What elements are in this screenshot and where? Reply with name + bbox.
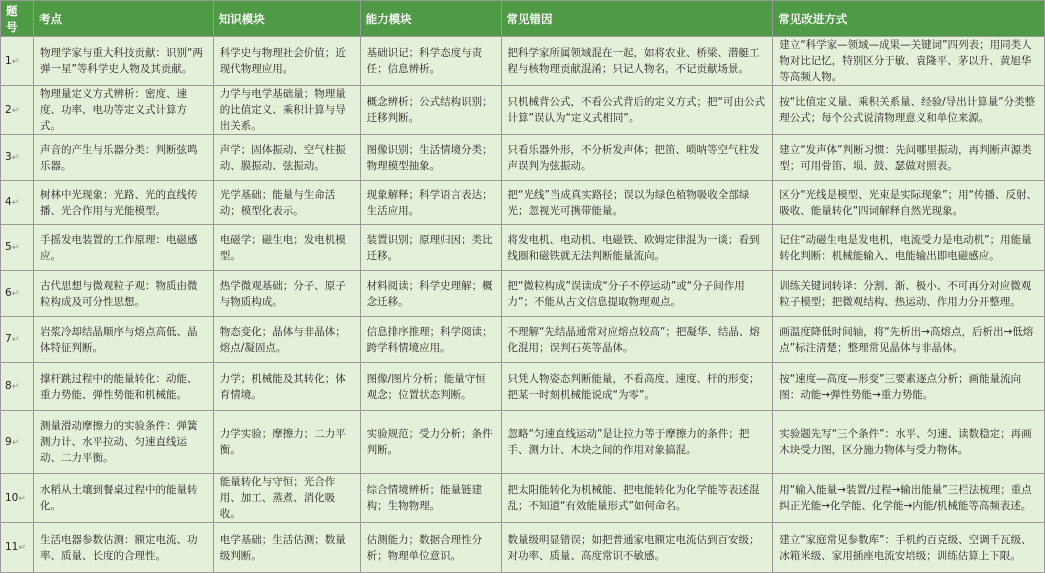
cell-ability: 现象解释；科学语言表达；生活应用。 bbox=[360, 181, 501, 225]
header-index: 题号 bbox=[1, 1, 34, 37]
table-row bbox=[1, 225, 1045, 271]
cell-improve: 用“输入能量→装置/过程→输出能量”三栏法梳理；重点纠正光能→化学能、化学能→内能/机械能等高频表述。 bbox=[773, 474, 1045, 523]
cell-error: 把太阳能转化为机械能、把电能转化为化学能等表述混乱；不知道“有效能量形式”如何命名。 bbox=[501, 474, 773, 523]
cell-error: 忽略“匀速直线运动”是让拉力等于摩擦力的条件；把手、测力计、木块之间的作用对象搞混。 bbox=[501, 411, 773, 474]
table-row bbox=[1, 37, 1045, 86]
header-improve: 常见改进方式 bbox=[773, 1, 1045, 37]
row-index: 8↵ bbox=[1, 363, 34, 411]
row-index: 10↵ bbox=[1, 474, 34, 523]
cell-knowledge: 声学；固体振动、空气柱振动、膜振动、弦振动。 bbox=[213, 135, 360, 181]
header-row bbox=[1, 1, 1045, 37]
cell-improve: 按“比值定义量、乘积关系量、经验/导出计算量”分类整理公式；每个公式说清物理意义和单位来源。 bbox=[773, 86, 1045, 135]
cell-error: 只看乐器外形，不分析发声体；把笛、唢呐等空气柱发声误判为弦振动。 bbox=[501, 135, 773, 181]
cell-improve: 按“速度—高度—形变”三要素逐点分析；画能量流向图：动能→弹性势能→重力势能。 bbox=[773, 363, 1045, 411]
row-index: 11↵ bbox=[1, 523, 34, 573]
cell-improve: 建立“发声体”判断习惯：先问哪里振动，再判断声源类型；可用骨笛、埙、鼓、瑟做对照表。 bbox=[773, 135, 1045, 181]
cell-improve: 区分“光线是模型、光束是实际现象”；用“传播、反射、吸收、能量转化”四词解释自然光现象。 bbox=[773, 181, 1045, 225]
cell-knowledge: 力学实验；摩擦力；二力平衡。 bbox=[213, 411, 360, 474]
cell-improve: 记住“动磁生电是发电机，电流受力是电动机”；用能量转化判断：机械能输入、电能输出即电磁感应。 bbox=[773, 225, 1045, 271]
cell-improve: 建立“家庭常见参数库”：手机约百克级、空调千瓦级、冰箱米级、家用插座电流安培级；训练估算上下限。 bbox=[773, 523, 1045, 573]
cell-ability: 综合情境辨析；能量链建构；生物物理。 bbox=[360, 474, 501, 523]
cell-knowledge: 力学；机械能及其转化；体育情境。 bbox=[213, 363, 360, 411]
return-mark-icon: ↵ bbox=[18, 543, 26, 553]
cell-improve: 建立“科学家—领域—成果—关键词”四列表；用同类人物对比记忆，特别区分于敏、袁隆平、茅以升、黄旭华等高频人物。 bbox=[773, 37, 1045, 86]
cell-point: 撑杆跳过程中的能量转化：动能、重力势能、弹性势能和机械能。 bbox=[33, 363, 213, 411]
table-row bbox=[1, 474, 1045, 523]
cell-ability: 装置识别；原理归因；类比迁移。 bbox=[360, 225, 501, 271]
table-row bbox=[1, 181, 1045, 225]
cell-ability: 图像/图片分析；能量守恒观念；位置状态判断。 bbox=[360, 363, 501, 411]
cell-knowledge: 物态变化；晶体与非晶体；熔点/凝固点。 bbox=[213, 317, 360, 363]
cell-point: 测量滑动摩擦力的实验条件：弹簧测力计、水平拉动、匀速直线运动、二力平衡。 bbox=[33, 411, 213, 474]
cell-point: 手摇发电装置的工作原理：电磁感应。 bbox=[33, 225, 213, 271]
cell-knowledge: 电学基础；生活估测；数量级判断。 bbox=[213, 523, 360, 573]
return-mark-icon: ↵ bbox=[11, 243, 20, 253]
header-error: 常见错因 bbox=[501, 1, 773, 37]
cell-point: 树林中光现象：光路、光的直线传播、光合作用与光能模型。 bbox=[33, 181, 213, 225]
row-index: 3↵ bbox=[1, 135, 34, 181]
cell-knowledge: 热学微观基础；分子、原子与物质构成。 bbox=[213, 271, 360, 317]
cell-ability: 实验规范；受力分析；条件判断。 bbox=[360, 411, 501, 474]
table-row bbox=[1, 135, 1045, 181]
row-index: 6↵ bbox=[1, 271, 34, 317]
cell-error: 不理解“先结晶通常对应熔点较高”；把凝华、结晶、熔化混用；误判石英等晶体。 bbox=[501, 317, 773, 363]
cell-error: 把“光线”当成真实路径；误以为绿色植物吸收全部绿光；忽视光可携带能量。 bbox=[501, 181, 773, 225]
cell-knowledge: 能量转化与守恒；光合作用、加工、蒸煮、消化吸收。 bbox=[213, 474, 360, 523]
table-row bbox=[1, 86, 1045, 135]
row-index: 9↵ bbox=[1, 411, 34, 474]
table-row bbox=[1, 271, 1045, 317]
cell-knowledge: 电磁学；磁生电；发电机模型。 bbox=[213, 225, 360, 271]
return-mark-icon: ↵ bbox=[11, 382, 20, 392]
table-row bbox=[1, 411, 1045, 474]
return-mark-icon: ↵ bbox=[11, 56, 20, 67]
table-row bbox=[1, 317, 1045, 363]
cell-improve: 训练关键词转译：分割、渐、极小、不可再分对应微观粒子模型；把微观结构、热运动、作用力分开整理。 bbox=[773, 271, 1045, 317]
cell-error: 只凭人物姿态判断能量，不看高度、速度、杆的形变；把某一时刻机械能说成“为零”。 bbox=[501, 363, 773, 411]
return-mark-icon: ↵ bbox=[11, 105, 20, 116]
return-mark-icon: ↵ bbox=[11, 198, 20, 208]
table-row bbox=[1, 363, 1045, 411]
row-index: 5↵ bbox=[1, 225, 34, 271]
cell-ability: 概念辨析；公式结构识别；迁移判断。 bbox=[360, 86, 501, 135]
return-mark-icon: ↵ bbox=[11, 335, 20, 345]
row-index: 4↵ bbox=[1, 181, 34, 225]
cell-point: 古代思想与微观粒子观：物质由微粒构成及可分性思想。 bbox=[33, 271, 213, 317]
cell-error: 将发电机、电动机、电磁铁、欧姆定律混为一谈；看到线圈和磁铁就无法判断能量流向。 bbox=[501, 225, 773, 271]
return-mark-icon: ↵ bbox=[11, 437, 20, 448]
cell-point: 物理量定义方式辨析：密度、速度、功率、电功等定义式计算方式。 bbox=[33, 86, 213, 135]
cell-point: 岩浆冷却结晶顺序与熔点高低、晶体特征判断。 bbox=[33, 317, 213, 363]
cell-ability: 图像识别；生活情境分类；物理模型抽象。 bbox=[360, 135, 501, 181]
return-mark-icon: ↵ bbox=[18, 493, 26, 504]
cell-point: 物理学家与重大科技贡献：识别“两弹一星”等科学史人物及其贡献。 bbox=[33, 37, 213, 86]
table-row bbox=[1, 523, 1045, 573]
header-point: 考点 bbox=[33, 1, 213, 37]
header-ability: 能力模块 bbox=[360, 1, 501, 37]
cell-point: 水稻从土壤到餐桌过程中的能量转化。 bbox=[33, 474, 213, 523]
cell-knowledge: 力学与电学基础量；物理量的比值定义、乘积计算与导出关系。 bbox=[213, 86, 360, 135]
return-mark-icon: ↵ bbox=[11, 153, 20, 163]
cell-ability: 估测能力；数据合理性分析；物理单位意识。 bbox=[360, 523, 501, 573]
return-mark-icon: ↵ bbox=[11, 289, 20, 299]
row-index: 7↵ bbox=[1, 317, 34, 363]
header-knowledge: 知识模块 bbox=[213, 1, 360, 37]
cell-error: 只机械背公式，不看公式背后的定义方式；把“可由公式计算”误认为“定义式相同”。 bbox=[501, 86, 773, 135]
cell-ability: 信息排序推理；科学阅读；跨学科情境应用。 bbox=[360, 317, 501, 363]
cell-knowledge: 光学基础；能量与生命活动；模型化表示。 bbox=[213, 181, 360, 225]
cell-point: 生活电器参数估测：额定电流、功率、质量、长度的合理性。 bbox=[33, 523, 213, 573]
row-index: 1↵ bbox=[1, 37, 34, 86]
cell-error: 把科学家所属领域混在一起，如将农业、桥梁、潜艇工程与核物理贡献混淆；只记人物名，不记贡献场景。 bbox=[501, 37, 773, 86]
cell-error: 把“微粒构成”误读成“分子不停运动”或“分子间作用力”；不能从古文信息提取物理观点。 bbox=[501, 271, 773, 317]
row-index: 2↵ bbox=[1, 86, 34, 135]
cell-knowledge: 科学史与物理社会价值；近现代物理应用。 bbox=[213, 37, 360, 86]
cell-ability: 材料阅读；科学史理解；概念迁移。 bbox=[360, 271, 501, 317]
cell-error: 数量级明显错误；如把普通家电额定电流估到百安级；对功率、质量、高度常识不敏感。 bbox=[501, 523, 773, 573]
cell-improve: 画温度降低时间轴，将“先析出→高熔点，后析出→低熔点”标注清楚；整理常见晶体与非晶体。 bbox=[773, 317, 1045, 363]
cell-improve: 实验题先写“三个条件”：水平、匀速、读数稳定；再画木块受力图，区分施力物体与受力物体。 bbox=[773, 411, 1045, 474]
cell-point: 声音的产生与乐器分类：判断弦鸣乐器。 bbox=[33, 135, 213, 181]
cell-ability: 基础识记；科学态度与责任；信息辨析。 bbox=[360, 37, 501, 86]
